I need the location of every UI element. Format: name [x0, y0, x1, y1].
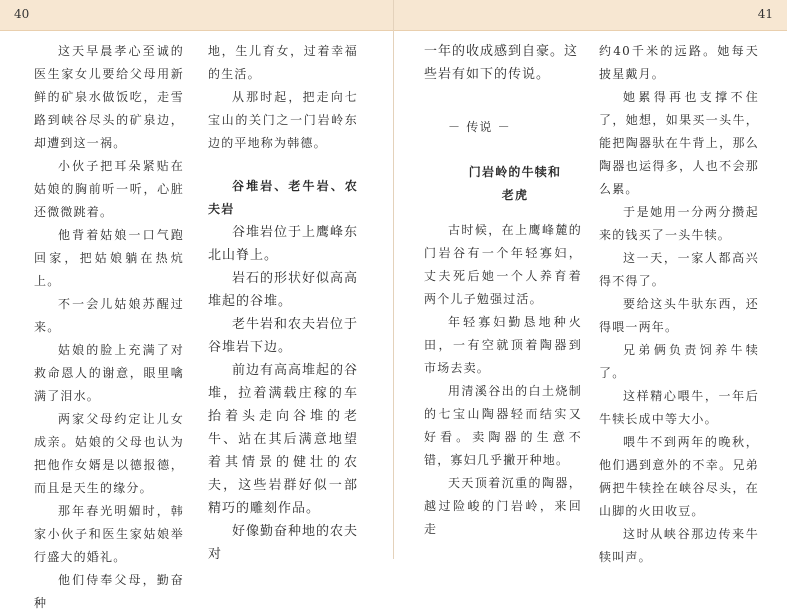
left-page-column-2 [208, 40, 358, 566]
paragraph: 于是她用一分两分攒起来的钱买了一头牛犊。 [599, 205, 759, 242]
paragraph: 不一会儿姑娘苏醒过来。 [34, 297, 184, 334]
page-header-band [0, 0, 393, 31]
paragraph-line: 一年的收成感到自豪。这 [424, 44, 579, 59]
paragraph: 从那时起，把走向七宝山的关门之一门岩岭东边的平地称为韩德。 [208, 90, 358, 150]
paragraph: 好像勤奋种地的农夫对 [208, 524, 359, 562]
paragraph: 用清溪谷出的白土烧制的七宝山陶器轻而结实又好看。卖陶器的生意不错，寡妇几乎撇开种地。 [424, 384, 582, 467]
section-heading: 谷堆岩、老牛岩、农夫岩 [208, 179, 358, 216]
paragraph: 喂牛不到两年的晚秋，他们遇到意外的不幸。兄弟俩把牛犊拴在峡谷尽头，在山脚的火田收豆。 [599, 435, 759, 518]
paragraph: 兄弟俩负责饲养牛犊了。 [599, 343, 759, 380]
paragraph: 谷堆岩位于上鹰峰东北山脊上。 [208, 225, 359, 263]
paragraph: 这时从峡谷那边传来牛犊叫声。 [599, 527, 759, 564]
paragraph: 古时候，在上鹰峰麓的门岩谷有一个年轻寡妇，丈夫死后她一个人养育着两个儿子勉强过活。 [424, 223, 582, 306]
right-page [394, 0, 787, 564]
paragraph: 那年春光明媚时，韩家小伙子和医生家姑娘举行盛大的婚礼。 [34, 504, 184, 564]
paragraph: 年轻寡妇勤恳地种火田，一有空就顶着陶器到市场去卖。 [424, 315, 582, 375]
paragraph-line: 些岩有如下的传说。 [424, 67, 551, 82]
paragraph: 小伙子把耳朵紧贴在姑娘的胸前听一听，心脏还微微跳着。 [34, 159, 184, 219]
paragraph: 这天早晨孝心至诚的医生家女儿要给父母用新鲜的矿泉水做饭吃，走雪路到峡谷尽头的矿泉边，却遭到这一祸。 [34, 44, 184, 150]
paragraph: 她累得再也支撑不住了，她想，如果买一头牛，能把陶器驮在牛背上，那么陶器也运得多，人也不会那么累。 [599, 90, 759, 196]
page-header-band [394, 0, 787, 31]
left-page [0, 0, 393, 610]
paragraph: 他背着姑娘一口气跑回家，把姑娘躺在热炕上。 [34, 228, 184, 288]
story-title: 老虎 [501, 188, 529, 202]
paragraph: 姑娘的脸上充满了对救命恩人的谢意，眼里噙满了泪水。 [34, 343, 184, 403]
paragraph: 前边有高高堆起的谷堆，拉着满载庄稼的车抬着头走向谷堆的老牛、站在其后满意地望着其情景的健壮的农夫，这些岩群好似一部精巧的雕刻作品。 [208, 363, 359, 516]
paragraph: 地，生儿育女，过着幸福的生活。 [208, 44, 358, 81]
paragraph: 两家父母约定让儿女成亲。姑娘的父母也认为把他作女婿是以德报德，而且是天生的缘分。 [34, 412, 184, 495]
page-number: 41 [757, 7, 773, 21]
legend-label: － 传说 － [448, 120, 511, 134]
paragraph: 天天顶着沉重的陶器，越过险峻的门岩岭，来回走 [424, 476, 582, 536]
paragraph: 约40千米的远路。她每天披星戴月。 [599, 44, 759, 81]
paragraph: 老牛岩和农夫岩位于谷堆岩下边。 [208, 317, 359, 355]
story-title: 门岩岭的牛犊和 [468, 165, 562, 179]
paragraph: 这样精心喂牛，一年后牛犊长成中等大小。 [599, 389, 759, 426]
right-page-column-1 [424, 40, 582, 541]
paragraph: 他们侍奉父母，勤奋种 [34, 573, 184, 610]
left-page-column-1 [34, 40, 184, 615]
right-page-column-2 [599, 40, 759, 569]
page-number: 40 [14, 7, 30, 21]
paragraph: 要给这头牛驮东西，还得喂一两年。 [599, 297, 759, 334]
paragraph: 岩石的形状好似高高堆起的谷堆。 [208, 271, 359, 309]
paragraph: 这一天，一家人都高兴得不得了。 [599, 251, 759, 288]
